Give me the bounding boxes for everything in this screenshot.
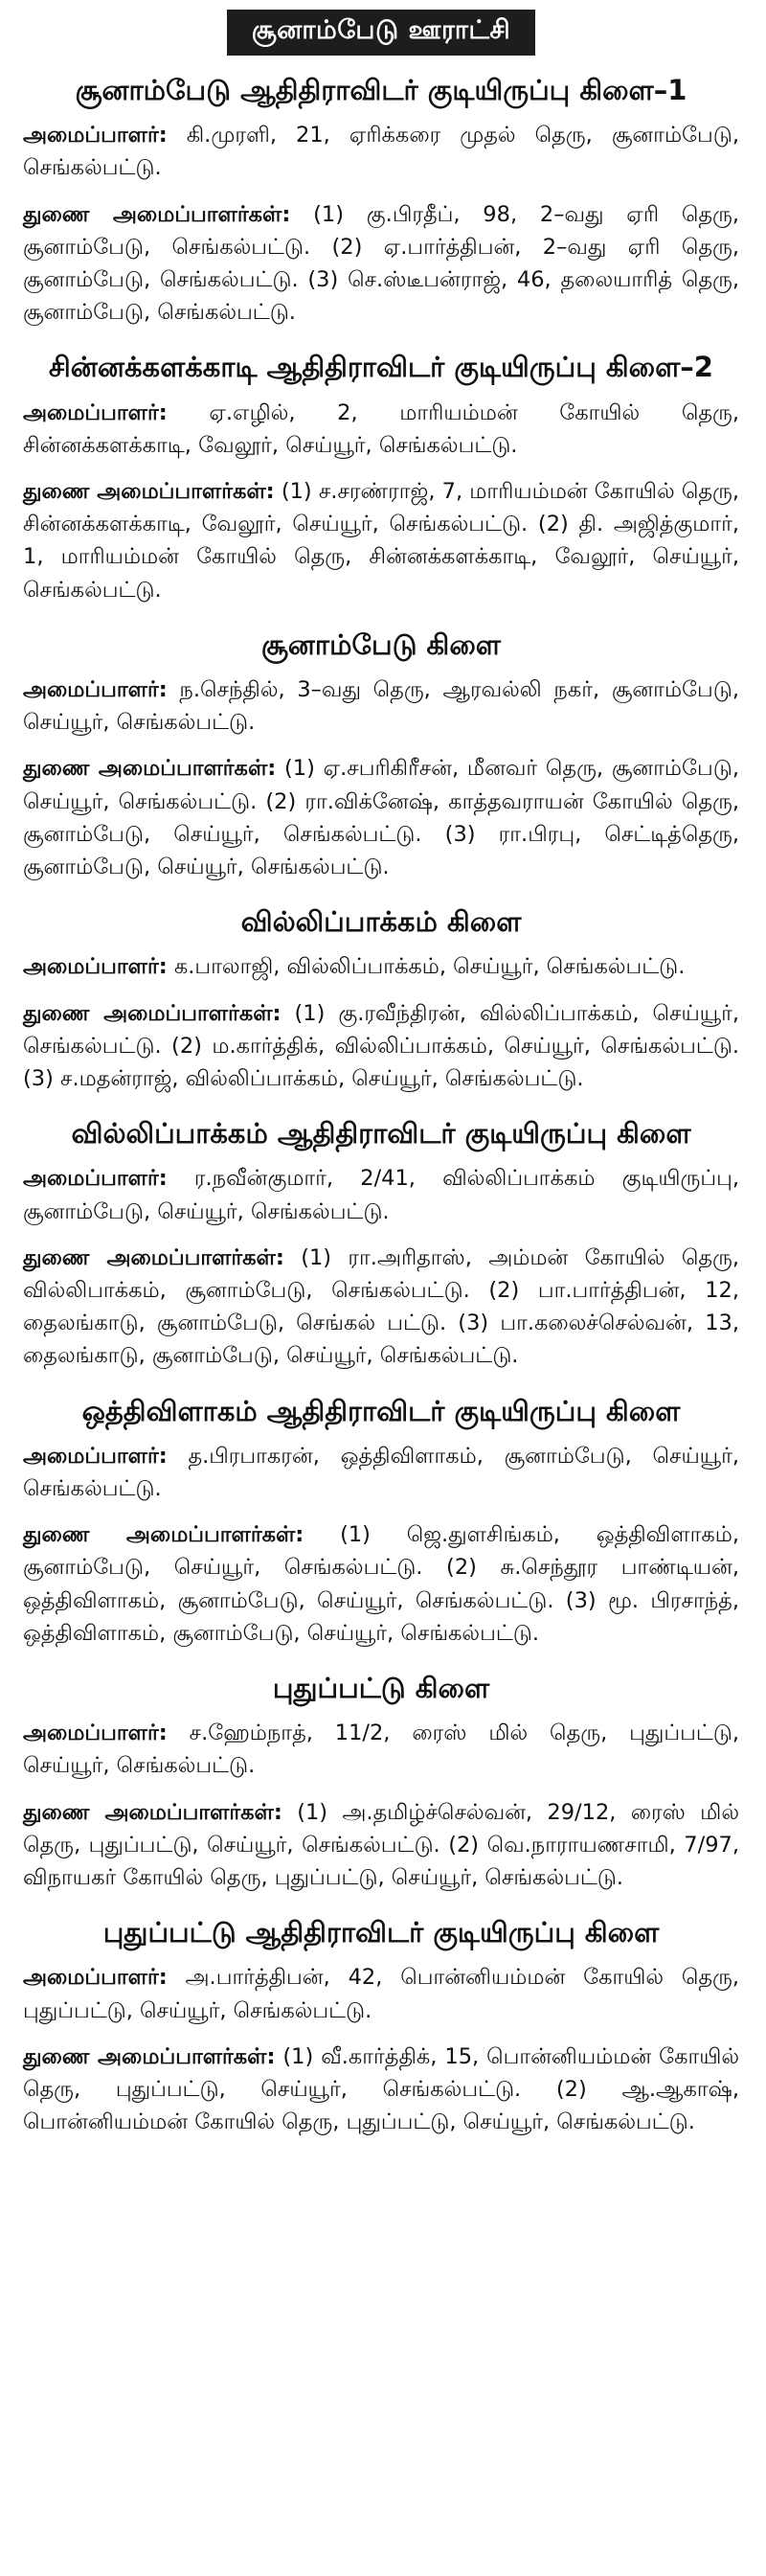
deputies-label: துணை அமைப்பாளர்கள்: <box>23 2043 276 2069</box>
masthead: சூனாம்பேடு ஊராட்சி <box>227 10 535 56</box>
organizer-label: அமைப்பாளர்: <box>23 677 168 702</box>
deputies-paragraph <box>23 2040 739 2139</box>
deputies-label: துணை அமைப்பாளர்கள்: <box>23 1799 282 1825</box>
adjacent-column-edge <box>748 0 766 2576</box>
organizer-details: ச.ஹேம்நாத், 11/2, ரைஸ் மில் தெரு, புதுப்பட்டு, செய்யூர், செங்கல்பட்டு. <box>23 1721 740 1779</box>
deputies-label: துணை அமைப்பாளர்கள்: <box>23 1244 284 1270</box>
article-column <box>23 0 739 2159</box>
organizer-paragraph <box>23 1162 739 1227</box>
organizer-details: ஏ.எழில், 2, மாரியம்மன் கோயில் தெரு, சின்னக்களக்காடி, வேலூர், செய்யூர், செங்கல்பட்டு. <box>23 399 739 458</box>
organizer-paragraph <box>23 119 739 184</box>
organizer-label: அமைப்பாளர்: <box>23 1965 168 1991</box>
branch-section <box>23 904 739 1095</box>
branch-title: வில்லிப்பாக்கம் ஆதிதிராவிடர் குடியிருப்பு கிளை <box>71 1117 691 1151</box>
branch-title: புதுப்பட்டு ஆதிதிராவிடர் குடியிருப்பு கிளை <box>102 1916 660 1949</box>
deputies-paragraph <box>23 1796 739 1895</box>
organizer-paragraph <box>23 950 739 983</box>
deputies-paragraph <box>23 1518 739 1650</box>
organizer-paragraph <box>23 1961 739 2026</box>
organizer-label: அமைப்பாளர்: <box>23 1721 168 1746</box>
branch-section <box>23 1394 739 1650</box>
branch-title: சூனாம்பேடு ஆதிதிராவிடர் குடியிருப்பு கிளை–1 <box>75 74 687 106</box>
organizer-label: அமைப்பாளர்: <box>23 123 168 148</box>
organizer-details: ர.நவீன்குமார், 2/41, வில்லிப்பாக்கம் குடியிருப்பு, சூனாம்பேடு, செய்யூர், செங்கல்பட்டு. <box>23 1166 739 1224</box>
branch-title: ஒத்திவிளாகம் ஆதிதிராவிடர் குடியிருப்பு கிளை <box>81 1394 681 1427</box>
deputies-label: துணை அமைப்பாளர்கள்: <box>23 201 291 227</box>
deputies-details: (1) கு.ரவீந்திரன், வில்லிப்பாக்கம், செய்யூர், செங்கல்பட்டு. (2) ம.கார்த்திக், வில்லிப்பாக்கம், செய்யூர், செங்கல்பட்டு. (3) ச.மதன்ராஜ், வில்லிப்பாக்கம், செய்யூர், செங்கல்பட்டு. <box>23 1000 739 1091</box>
organizer-paragraph <box>23 1717 739 1782</box>
organizer-details: க.பாலாஜி, வில்லிப்பாக்கம், செய்யூர், செங்கல்பட்டு. <box>173 954 686 980</box>
deputies-details: (1) ரா.அரிதாஸ், அம்மன் கோயில் தெரு, வில்லிபாக்கம், சூனாம்பேடு, செங்கல்பட்டு. (2) பா.பார்த்திபன், 12, தைலங்காடு, சூனாம்பேடு, செங்கல் பட்டு. (3) பா.கலைச்செல்வன், 13, தைலங்காடு, சூனாம்பேடு, செய்யூர், செங்கல்பட்டு. <box>23 1244 739 1369</box>
branch-section <box>23 350 739 605</box>
organizer-details: த.பிரபாகரன், ஒத்திவிளாகம், சூனாம்பேடு, செய்யூர், செங்கல்பட்டு. <box>23 1443 739 1501</box>
deputies-label: துணை அமைப்பாளர்கள்: <box>23 1000 282 1026</box>
organizer-label: அமைப்பாளர்: <box>23 1166 168 1192</box>
branch-section <box>23 1915 739 2138</box>
branch-section <box>23 1671 739 1894</box>
deputies-label: துணை அமைப்பாளர்கள்: <box>23 479 275 504</box>
deputies-paragraph <box>23 752 739 883</box>
deputies-details: (1) அ.தமிழ்ச்செல்வன், 29/12, ரைஸ் மில் தெரு, புதுப்பட்டு, செய்யூர், செங்கல்பட்டு. (2) வெ.நாராயணசாமி, 7/97, விநாயகர் கோயில் தெரு, புதுப்பட்டு, செய்யூர், செங்கல்பட்டு. <box>23 1799 740 1890</box>
deputies-details: (1) வீ.கார்த்திக், 15, பொன்னியம்மன் கோயில் தெரு, புதுப்பட்டு, செய்யூர், செங்கல்பட்டு. (2) ஆ.ஆகாஷ், பொன்னியம்மன் கோயில் தெரு, புதுப்பட்டு, செய்யூர், செங்கல்பட்டு. <box>23 2043 739 2135</box>
masthead-wrap <box>23 0 739 56</box>
deputies-details: (1) ச.சரண்ராஜ், 7, மாரியம்மன் கோயில் தெரு, சின்னக்களக்காடி, வேலூர், செய்யூர், செங்கல்பட்டு. (2) தி. அஜித்குமார், 1, மாரியம்மன் கோயில் தெரு, சின்னக்களக்காடி, வேலூர், செய்யூர், செங்கல்பட்டு. <box>23 479 739 603</box>
sections <box>23 73 739 2138</box>
deputies-details: (1) ஜெ.துளசிங்கம், ஒத்திவிளாகம், சூனாம்பேடு, செய்யூர், செங்கல்பட்டு. (2) சு.செந்தூர பாண்டியன், ஒத்திவிளாகம், சூனாம்பேடு, செய்யூர், செங்கல்பட்டு. (3) மூ. பிரசாந்த், ஒத்திவிளாகம், சூனாம்பேடு, செய்யூர், செங்கல்பட்டு. <box>23 1522 739 1646</box>
deputies-details: (1) ஏ.சபரிகிரீசன், மீனவர் தெரு, சூனாம்பேடு, செய்யூர், செங்கல்பட்டு. (2) ரா.விக்னேஷ், காத்தவராயன் கோயில் தெரு, சூனாம்பேடு, செய்யூர், செங்கல்பட்டு. (3) ரா.பிரபு, செட்டித்தெரு, சூனாம்பேடு, செய்யூர், செங்கல்பட்டு. <box>23 756 739 879</box>
branch-section <box>23 627 739 883</box>
branch-title: புதுப்பட்டு கிளை <box>272 1671 490 1704</box>
deputies-paragraph <box>23 475 739 606</box>
organizer-label: அமைப்பாளர்: <box>23 399 168 425</box>
branch-section <box>23 73 739 329</box>
organizer-label: அமைப்பாளர்: <box>23 954 168 980</box>
branch-section <box>23 1116 739 1372</box>
organizer-paragraph <box>23 673 739 739</box>
deputies-paragraph <box>23 997 739 1096</box>
deputies-details: (1) கு.பிரதீப், 98, 2–வது ஏரி தெரு, சூனாம்பேடு, செங்கல்பட்டு. (2) ஏ.பார்த்திபன், 2–வது ஏரி தெரு, சூனாம்பேடு, செங்கல்பட்டு. (3) செ.ஸ்டீபன்ராஜ், 46, தலையாரித் தெரு, சூனாம்பேடு, செங்கல்பட்டு. <box>23 201 739 326</box>
deputies-paragraph <box>23 1242 739 1373</box>
organizer-details: அ.பார்த்திபன், 42, பொன்னியம்மன் கோயில் தெரு, புதுப்பட்டு, செய்யூர், செங்கல்பட்டு. <box>23 1965 739 2023</box>
organizer-details: ந.செந்தில், 3–வது தெரு, ஆரவல்லி நகர், சூனாம்பேடு, செய்யூர், செங்கல்பட்டு. <box>23 677 739 736</box>
organizer-paragraph <box>23 1440 739 1505</box>
organizer-paragraph <box>23 397 739 462</box>
branch-title: சூனாம்பேடு கிளை <box>261 627 501 661</box>
deputies-label: துணை அமைப்பாளர்கள்: <box>23 756 277 782</box>
organizer-details: கி.முரளி, 21, ஏரிக்கரை முதல் தெரு, சூனாம்பேடு, செங்கல்பட்டு. <box>23 123 739 181</box>
branch-title: சின்னக்களக்காடி ஆதிதிராவிடர் குடியிருப்பு கிளை–2 <box>49 351 713 384</box>
deputies-paragraph <box>23 198 739 330</box>
organizer-label: அமைப்பாளர்: <box>23 1443 168 1469</box>
branch-title: வில்லிப்பாக்கம் கிளை <box>240 905 522 939</box>
deputies-label: துணை அமைப்பாளர்கள்: <box>23 1522 304 1548</box>
